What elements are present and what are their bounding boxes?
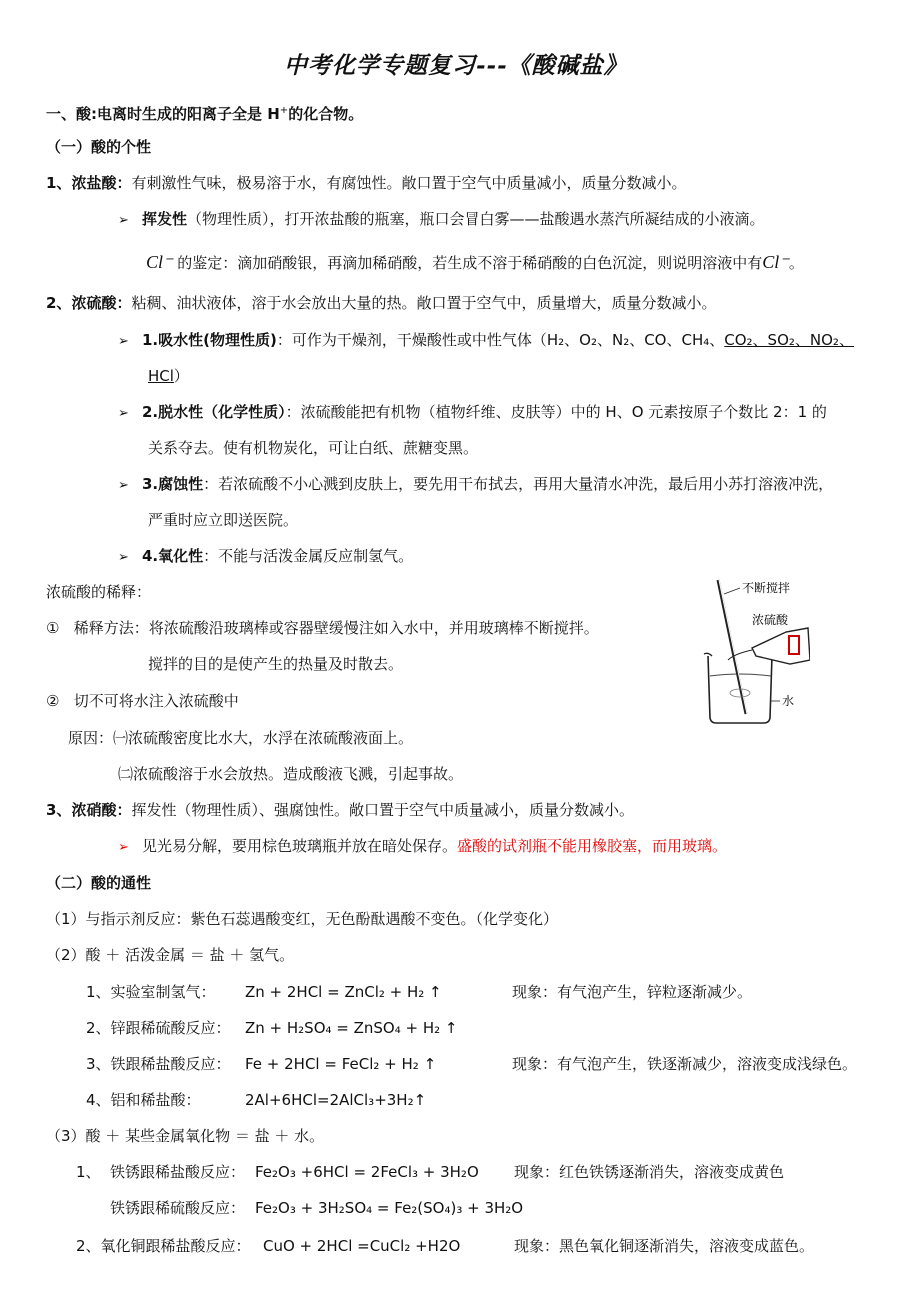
arrow-bullet-icon: ➢ [118,334,129,349]
common-metal: （2）酸 ＋ 活泼金属 ＝ 盐 ＋ 氢气。 [46,946,295,964]
subsection-acid-individuality: （一）酸的个性 [46,138,152,156]
reaction-label: 铁锈跟稀盐酸反应： [110,1163,246,1181]
common-indicator: （1）与指示剂反应：紫色石蕊遇酸变红，无色酚酞遇酸不变色。（化学变化） [46,910,559,928]
dilution-heading: 浓硫酸的稀释： [46,583,152,601]
glass-rod-highlight [719,580,747,714]
reaction-equation: Zn + 2HCl = ZnCl₂ + H₂ ↑ [245,983,442,1001]
dilution-reason-2: ㈡浓硫酸溶于水会放热。造成酸液飞溅，引起事故。 [118,765,464,783]
reaction-equation: Fe + 2HCl = FeCl₂ + H₂ ↑ [245,1055,437,1073]
subsection-acid-common: （二）酸的通性 [46,874,152,892]
reaction-label: 1、实验室制氢气： [86,983,216,1001]
water-surface [710,674,771,676]
reaction-observation: 现象：有气泡产生，铁逐渐减少，溶液变成浅绿色。 [512,1055,858,1073]
h2so4-bullet-corrosive-cont: 严重时应立即送医院。 [148,511,299,529]
acid-bottle [752,628,810,664]
arrow-bullet-icon: ➢ [118,550,129,565]
hno3-bullet: ➢ 见光易分解，要用棕色玻璃瓶并放在暗处保存。盛酸的试剂瓶不能用橡胶塞，而用玻璃。 [118,836,727,858]
page-title: 中考化学专题复习---《酸碱盐》 [284,52,628,79]
dilution-warning: ② 切不可将水注入浓硫酸中 [46,692,239,710]
dilution-diagram [690,568,810,728]
fig-label-water: 水 [782,694,795,708]
common-oxide: （3）酸 ＋ 某些金属氧化物 ＝ 盐 ＋ 水。 [46,1127,325,1145]
dilution-method: ① 稀释方法：将浓硫酸沿玻璃棒或容器壁缓慢注如入水中，并用玻璃棒不断搅拌。 [46,619,599,637]
hcl-paragraph: 1、浓盐酸：有刺激性气味，极易溶于水，有腐蚀性。敞口置于空气中质量减小，质量分数减小。 [46,174,687,192]
reaction-label: 3、铁跟稀盐酸反应： [86,1055,231,1073]
arrow-bullet-icon: ➢ [118,840,129,855]
arrow-bullet-icon: ➢ [118,478,129,493]
reaction-observation: 现象：黑色氧化铜逐渐消失，溶液变成蓝色。 [514,1237,815,1255]
dilution-stir-purpose: 搅拌的目的是使产生的热量及时散去。 [148,655,404,673]
chloride-test: Cl⁻ 的鉴定：滴加硝酸银，再滴加稀硝酸，若生成不溶于稀硝酸的白色沉淀，则说明溶液中有Cl⁻。 [146,252,804,272]
reaction-number: 1、 [76,1163,101,1181]
glass-rod [718,580,746,714]
reaction-label: 2、氧化铜跟稀盐酸反应： [76,1237,251,1255]
h2so4-bullet-absorb: ➢ 1.吸水性(物理性质)：可作为干燥剂，干燥酸性或中性气体（H₂、O₂、N₂、CO、CH₄、CO₂、SO₂、NO₂、 [118,330,854,352]
h2so4-bullet-dehydrate-cont: 关系夺去。使有机物炭化，可让白纸、蔗糖变黑。 [148,439,479,457]
reaction-equation: CuO + 2HCl =CuCl₂ +H2O [263,1237,461,1255]
fig-label-acid: 浓硫酸 [752,613,789,627]
reaction-observation: 现象：红色铁锈逐渐消失，溶液变成黄色 [514,1163,785,1181]
hno3-paragraph: 3、浓硝酸：挥发性（物理性质）、强腐蚀性。敞口置于空气中质量减小，质量分数减小。 [46,801,634,819]
reaction-equation: Fe₂O₃ + 3H₂SO₄ = Fe₂(SO₄)₃ + 3H₂O [255,1199,524,1217]
beaker-lip [704,653,712,656]
h2so4-bullet-oxidize: ➢ 4.氧化性：不能与活泼金属反应制氢气。 [118,546,413,568]
hcl-bullet-volatility: ➢ 挥发性（物理性质），打开浓盐酸的瓶塞，瓶口会冒白雾——盐酸遇水蒸汽所凝结成的小液滴。 [118,209,765,231]
h2so4-paragraph: 2、浓硫酸：粘稠、油状液体，溶于水会放出大量的热。敞口置于空气中，质量增大，质量分数减小。 [46,294,717,312]
h2so4-bullet-corrosive: ➢ 3.腐蚀性：若浓硫酸不小心溅到皮肤上，要先用干布拭去，再用大量清水冲洗，最后用小苏打溶液冲洗， [118,474,833,496]
h2so4-bullet-absorb-cont: HCl） [148,367,189,385]
reaction-label: 4、铝和稀盐酸： [86,1091,201,1109]
reaction-label: 2、锌跟稀硫酸反应： [86,1019,231,1037]
fig-label-stir: 不断搅拌 [742,581,791,595]
reaction-equation: Fe₂O₃ +6HCl = 2FeCl₃ + 3H₂O [255,1163,479,1181]
h2so4-bullet-dehydrate: ➢ 2.脱水性（化学性质）：浓硫酸能把有机物（植物纤维、皮肤等）中的 H、O 元素按原子个数比 2：1 的 [118,402,827,424]
reaction-equation: 2Al+6HCl=2AlCl₃+3H₂↑ [245,1091,427,1109]
arrow-bullet-icon: ➢ [118,406,129,421]
reaction-equation: Zn + H₂SO₄ = ZnSO₄ + H₂ ↑ [245,1019,458,1037]
reaction-observation: 现象：有气泡产生，锌粒逐渐减少。 [512,983,753,1001]
section-acid-definition: 一、酸:电离时生成的阳离子全是 H+的化合物。 [46,105,364,123]
dilution-reason-1: 原因：㈠浓硫酸密度比水大，水浮在浓硫酸液面上。 [68,729,414,747]
arrow-bullet-icon: ➢ [118,213,129,228]
leader-line [724,588,740,594]
reaction-label: 铁锈跟稀硫酸反应： [110,1199,246,1217]
